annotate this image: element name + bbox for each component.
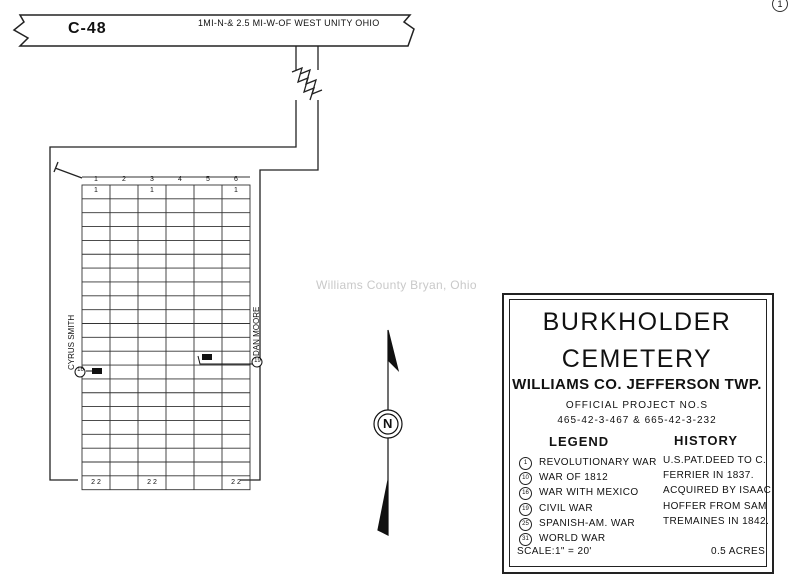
column-number: 4 (178, 176, 182, 183)
column-number: 3 (150, 176, 154, 183)
north-label: N (383, 416, 393, 431)
top-row-mark: 1 (94, 187, 98, 194)
project-numbers: 465-42-3-467 & 665-42-3-232 (557, 415, 717, 426)
legend-item-label: WAR OF 1812 (539, 472, 609, 484)
county-township: WILLIAMS CO. JEFFERSON TWP. (512, 376, 762, 393)
history-line: HOFFER FROM SAM (663, 500, 767, 512)
column-number: 6 (234, 176, 238, 183)
road-id-label: C-48 (68, 20, 107, 37)
cemetery-name-line2: CEMETERY (561, 345, 713, 373)
area-label: 0.5 ACRES (711, 546, 766, 557)
column-number: 1 (94, 176, 98, 183)
legend-item-label: SPANISH-AM. WAR (539, 517, 636, 529)
legend-code-circle: 31 (519, 533, 532, 546)
project-label: OFFICIAL PROJECT NO.S (565, 400, 709, 411)
legend-code-circle: 16 (519, 487, 532, 500)
driveway (50, 46, 322, 480)
column-number: 2 (122, 176, 126, 183)
top-row-mark: 1 (234, 187, 238, 194)
legend-code-circle: 19 (519, 503, 532, 516)
legend-code-circle: 1 (519, 457, 532, 470)
legend-code-circle: 10 (519, 472, 532, 485)
watermark: Williams County Bryan, Ohio (316, 278, 477, 292)
cemetery-name-line1: BURKHOLDER (542, 308, 732, 336)
bottom-row-mark: 2 2 (91, 478, 101, 486)
history-line: FERRIER IN 1837. (663, 470, 754, 482)
legend-item-label: REVOLUTIONARY WAR (539, 457, 657, 468)
road-description: 1MI-N-& 2.5 MI-W-OF WEST UNITY OHIO (198, 18, 380, 28)
legend-title: LEGEND (549, 434, 610, 449)
grave-code-dan-moore: 19 (254, 358, 261, 364)
bottom-row-mark: 2 2 (147, 478, 157, 486)
grave-label-cyrus-smith: CYRUS SMITH (67, 314, 76, 370)
north-arrow (374, 330, 402, 535)
history-line: U.S.PAT.DEED TO C. (663, 455, 767, 466)
history-line: TREMAINES IN 1842. (663, 515, 770, 527)
history-title: HISTORY (674, 433, 739, 448)
sheet-marker: 1 (772, 0, 788, 12)
legend-item-label: CIVIL WAR (539, 502, 593, 514)
legend-item-label: WORLD WAR (539, 533, 606, 544)
scale-label: SCALE:1" = 20' (517, 546, 592, 557)
grave-label-dan-moore: DAN MOORE (252, 306, 261, 356)
legend-code-circle: 25 (519, 518, 532, 531)
grave-marker-dan-moore (202, 354, 212, 360)
column-number: 5 (206, 176, 210, 183)
bottom-row-mark: 2 2 (231, 478, 241, 486)
legend-item-label: WAR WITH MEXICO (539, 487, 639, 499)
grave-marker-cyrus-smith (92, 368, 102, 374)
grave-code-cyrus-smith: 16 (77, 367, 84, 373)
history-line: ACQUIRED BY ISAAC (663, 485, 772, 497)
lot-grid (82, 177, 250, 490)
top-row-mark: 1 (150, 187, 154, 194)
